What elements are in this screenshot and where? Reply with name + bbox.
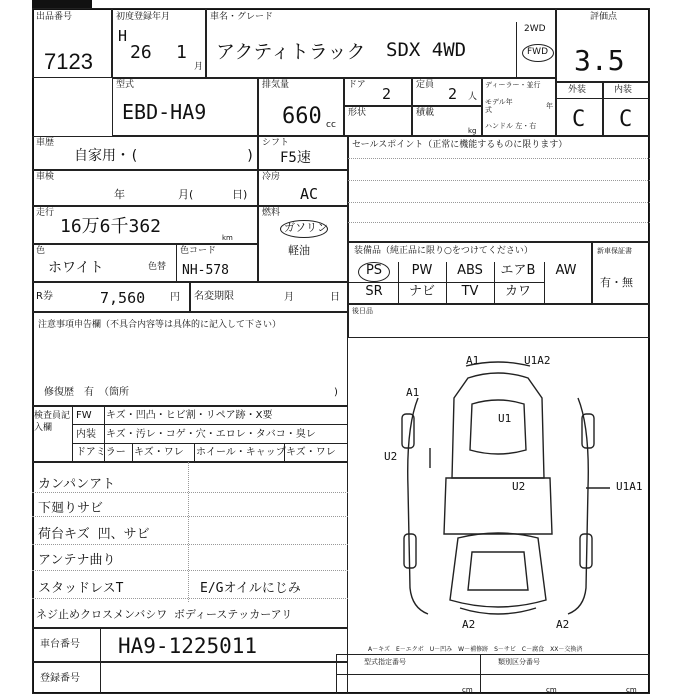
inspector-wheel-items: キズ・ワレ: [286, 447, 336, 458]
sales-point-cell: [348, 136, 650, 242]
inspector-wheel: ホイール・キャップ: [196, 447, 286, 458]
inspector-mirror-items: キズ・ワレ: [134, 447, 184, 458]
diagram-mark-u2-left: U2: [384, 450, 398, 463]
cm-unit-3: cm: [626, 686, 637, 694]
name-change-day: 日: [330, 292, 340, 303]
diagram-mark-a1-left: A1: [406, 386, 420, 399]
name-change-label: 名変期限: [194, 291, 234, 302]
mileage-value: 16万6千362: [60, 216, 162, 237]
shape-label: 形状: [348, 108, 367, 118]
diagram-bed: [444, 478, 552, 534]
diagram-mark-a1-top: A1: [466, 354, 480, 367]
history-close: ): [246, 148, 255, 164]
inspector-h2: [72, 443, 348, 444]
diagram-left-side: [408, 398, 428, 614]
top-corner-mark: [32, 0, 92, 8]
inspector-fw-items: キズ・凹凸・ヒビ割・リペア跡・X要: [106, 410, 273, 421]
diagram-mark-a2-right: A2: [556, 618, 570, 630]
warranty-value: 有・無: [600, 276, 633, 289]
remark-2: 下廻りサビ: [38, 501, 104, 516]
remarks-line-5: [32, 598, 348, 599]
remark-4: アンテナ曲り: [38, 553, 116, 568]
name-label: 車名・グレード: [210, 12, 274, 22]
drive-value: FWD: [527, 47, 549, 57]
diagram-mark-u1-cab: U1: [498, 412, 512, 425]
exterior-divider: [556, 98, 650, 99]
remark-3: 荷台キズ 凹、サビ: [38, 527, 150, 542]
capacity-unit: 人: [468, 92, 478, 102]
inspector-interior: 内装: [76, 429, 96, 440]
color-code: NH-578: [182, 263, 229, 278]
grade: SDX 4WD: [386, 39, 467, 61]
diagram-rear-bumper: [460, 608, 536, 614]
equip-abs: ABS: [457, 263, 483, 278]
remark-1: カンパンアト: [38, 477, 116, 492]
name-change-month: 月: [284, 292, 294, 303]
sales-line-2: [348, 180, 650, 181]
inspection-year-unit: 年: [114, 188, 125, 201]
interior-grade: C: [619, 107, 633, 132]
equip-navi: ナビ: [408, 284, 435, 299]
equipment-label: 装備品（純正品に限り○をつけてください）: [354, 246, 533, 256]
fuel-label: 燃料: [262, 208, 281, 218]
inspector-v: [72, 406, 73, 462]
diagram-mark-u2-bed: U2: [512, 480, 526, 493]
equip-grid-v2: [446, 262, 447, 304]
era: H: [118, 27, 128, 45]
doors: 2: [382, 85, 392, 103]
remark-5: スタッドレスT: [38, 581, 124, 596]
history-value: 自家用・(: [74, 148, 139, 164]
displacement-label: 排気量: [262, 80, 290, 90]
model-label: 型式: [116, 80, 135, 90]
diagram-rear-inner: [468, 552, 528, 590]
equip-aw: AW: [555, 263, 577, 278]
exterior-grade: C: [572, 107, 586, 132]
mileage-label: 走行: [36, 208, 55, 218]
score-label: 評価点: [590, 12, 618, 22]
color-label: 色: [36, 246, 46, 256]
diagram-legend: A－キズ E－エクボ U－凹み W－補修跡 S－サビ C－腐食 XX－交換済: [368, 646, 583, 653]
chassis-label: 車台番号: [40, 639, 80, 650]
door-label: ドア: [348, 80, 366, 90]
load-label: 積載: [416, 108, 435, 118]
inspection-day-unit: 日): [232, 188, 248, 201]
history-cell: [32, 136, 258, 170]
inspector-v3: [132, 443, 133, 462]
diagram-windshield: [470, 400, 526, 454]
inspector-mirror: ドアミラー: [76, 447, 126, 458]
notes-label: 注意事項申告欄（不具合内容等は具体的に記入して下さい）: [38, 320, 282, 330]
kg-unit: kg: [468, 127, 477, 135]
footer-right-v: [480, 654, 481, 694]
cm-unit-1: cm: [462, 686, 473, 694]
first-reg-label: 初度登録年月: [116, 12, 171, 22]
inspection-month-unit: 月(: [178, 188, 194, 201]
drive-label: 2WD: [524, 24, 546, 34]
chassis-value: HA9-1225011: [118, 634, 258, 658]
inspection-label: 車検: [36, 172, 55, 182]
handle-label: ハンドル 左・右: [485, 122, 537, 130]
inspector-v4: [194, 443, 195, 462]
lot-number: 7123: [44, 49, 93, 74]
equip-grid-v4: [544, 262, 545, 304]
equip-grid-v1: [398, 262, 399, 304]
color-change-label: 色替: [148, 262, 167, 272]
after-label: 後日品: [352, 307, 373, 315]
sales-line-1: [348, 158, 650, 159]
warranty-label: 新車保証書: [597, 247, 632, 255]
model: EBD-HA9: [122, 100, 207, 124]
reg-month: 1: [176, 42, 187, 63]
displacement: 660: [282, 104, 322, 129]
interior-label: 内装: [614, 85, 633, 95]
equip-sr: SR: [365, 284, 383, 299]
inspector-v2: [104, 406, 105, 462]
r-value: 7,560: [100, 289, 146, 307]
footer-right-h: [336, 674, 650, 675]
dealer-label: ディーラー・並行: [485, 81, 541, 89]
score: 3.5: [574, 44, 625, 77]
shift-value: F5速: [280, 150, 311, 166]
fuel-other: 軽油: [288, 244, 310, 257]
displacement-unit: cc: [326, 120, 336, 130]
month-unit: 月: [194, 62, 204, 72]
equip-leather: カワ: [504, 284, 531, 299]
pre-reg-label: 型式指定番号: [364, 658, 406, 666]
sales-point-label: セールスポイント（正常に機能するものに限ります）: [352, 140, 568, 150]
repair-label: 修復歴 有 （箇所: [44, 387, 129, 398]
inspector-label: 検査員記入欄: [34, 411, 71, 433]
inspector-h1: [72, 424, 348, 425]
after-cell: [348, 304, 650, 338]
equip-ps: PS: [365, 263, 383, 278]
sales-line-4: [348, 222, 650, 223]
history-label: 車歴: [36, 138, 55, 148]
capacity-label: 定員: [416, 80, 435, 90]
r-label: R券: [36, 291, 53, 302]
diagram-mark-a2-left: A2: [462, 618, 476, 630]
class-label: 類別区分番号: [498, 658, 540, 666]
yen-unit: 円: [170, 292, 180, 303]
color-value: ホワイト: [48, 260, 104, 276]
equip-ps-circle: [358, 262, 390, 282]
remarks-line-4: [32, 570, 348, 571]
exterior-label: 外装: [568, 85, 587, 95]
shift-label: シフト: [262, 138, 290, 148]
ac-value: AC: [300, 185, 319, 203]
lot-label: 出品番号: [36, 12, 73, 22]
reg-year: 26: [130, 42, 152, 63]
remark-7: ネジ止めクロスメンバシワ ボディーステッカーアリ: [36, 608, 293, 621]
diagram-cab: [452, 373, 544, 478]
diagram-right-side: [568, 398, 588, 614]
model-year-label: モデル年式: [485, 98, 513, 114]
equip-tv: TV: [461, 284, 479, 299]
diagram-mark-u1a1-right: U1A1: [616, 480, 643, 493]
fuel-value: ガソリン: [284, 221, 328, 234]
capacity: 2: [448, 85, 458, 103]
remark-6: E/Gオイルにじみ: [200, 581, 301, 596]
diagram-rear: [450, 533, 546, 607]
remarks-divider: [188, 462, 189, 602]
year-unit: 年: [546, 102, 553, 110]
cm-unit-2: cm: [546, 686, 557, 694]
repair-close: ): [334, 387, 338, 398]
car-diagram: [348, 338, 650, 630]
equip-airbag: エアB: [500, 263, 536, 278]
km-unit: km: [222, 234, 233, 242]
equip-pw: PW: [411, 263, 433, 278]
equip-grid-v3: [494, 262, 495, 304]
ac-label: 冷房: [262, 172, 281, 182]
inspector-interior-items: キズ・汚レ・コゲ・穴・エロレ・タバコ・臭レ: [106, 429, 316, 440]
inspector-v5: [284, 443, 285, 462]
color-code-label: 色コード: [180, 246, 217, 256]
diagram-mark-u1a2-top: U1A2: [524, 354, 551, 367]
inspection-cell: [32, 170, 258, 206]
inspector-fw: FW: [76, 410, 92, 421]
remarks-line-3: [32, 544, 348, 545]
reg-label: 登録番号: [40, 673, 80, 684]
sales-line-3: [348, 202, 650, 203]
car-name: アクティトラック: [216, 41, 366, 63]
